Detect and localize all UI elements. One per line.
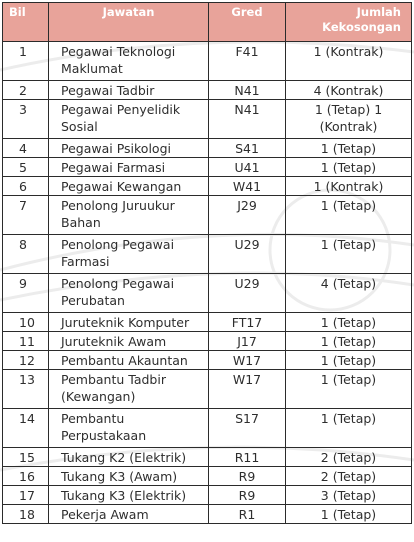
cell-gred: W41	[209, 177, 286, 196]
table-row	[3, 448, 412, 467]
cell-jawatan	[49, 486, 209, 505]
jawatan-line: Tukang K2 (Elektrik)	[61, 450, 187, 465]
cell-jumlah	[286, 486, 412, 505]
cell-jawatan	[49, 100, 209, 139]
cell-jawatan	[49, 448, 209, 467]
jumlah-line: 3 (Tetap)	[320, 488, 377, 503]
cell-gred: N41	[209, 100, 286, 139]
cell-jawatan	[49, 235, 209, 274]
cell-bil: 12	[3, 351, 49, 370]
cell-jumlah	[286, 100, 412, 139]
cell-bil: 2	[3, 81, 49, 100]
jumlah-line: 4 (Kontrak)	[313, 83, 384, 98]
cell-gred: R9	[209, 486, 286, 505]
jawatan-line: Juruteknik Komputer	[61, 315, 190, 330]
cell-gred: N41	[209, 81, 286, 100]
cell-bil: 1	[3, 42, 49, 81]
cell-bil: 3	[3, 100, 49, 139]
cell-bil: 17	[3, 486, 49, 505]
cell-jawatan	[49, 351, 209, 370]
jawatan-line: Penolong Pegawai	[61, 237, 175, 252]
jawatan-line: Pegawai Farmasi	[61, 160, 166, 175]
jawatan-line: Pembantu	[61, 411, 125, 426]
table-row	[3, 313, 412, 332]
jumlah-line: 1 (Tetap) 1	[314, 102, 383, 117]
cell-bil: 6	[3, 177, 49, 196]
cell-jumlah	[286, 177, 412, 196]
jawatan-line: Perubatan	[61, 293, 125, 308]
cell-jumlah	[286, 448, 412, 467]
jawatan-line: Pekerja Awam	[61, 507, 149, 522]
table-row	[3, 409, 412, 448]
cell-gred: J17	[209, 332, 286, 351]
jumlah-line: 1 (Tetap)	[320, 315, 377, 330]
cell-jawatan	[49, 42, 209, 81]
cell-jumlah	[286, 351, 412, 370]
header-jumlah-line1: Jumlah	[356, 5, 401, 19]
table-row	[3, 158, 412, 177]
jawatan-line: Pegawai Psikologi	[61, 141, 171, 156]
cell-jumlah	[286, 196, 412, 235]
cell-jumlah	[286, 235, 412, 274]
jawatan-line: Farmasi	[61, 254, 110, 269]
jawatan-line: Penolong Pegawai	[61, 276, 175, 291]
jumlah-line: 2 (Tetap)	[320, 450, 377, 465]
cell-bil: 11	[3, 332, 49, 351]
cell-gred: R11	[209, 448, 286, 467]
cell-bil: 8	[3, 235, 49, 274]
jawatan-line: Maklumat	[61, 61, 123, 76]
table-header-row	[3, 3, 412, 42]
jumlah-line: 1 (Tetap)	[320, 198, 377, 213]
cell-jumlah	[286, 467, 412, 486]
jawatan-line: Pegawai Tadbir	[61, 83, 155, 98]
cell-gred: W17	[209, 351, 286, 370]
cell-bil: 9	[3, 274, 49, 313]
cell-gred: U29	[209, 274, 286, 313]
jumlah-line: 1 (Tetap)	[320, 411, 377, 426]
jumlah-line: 4 (Tetap)	[320, 276, 377, 291]
cell-bil: 7	[3, 196, 49, 235]
jumlah-line: 2 (Tetap)	[320, 469, 377, 484]
jawatan-line: Pembantu Akauntan	[61, 353, 188, 368]
cell-bil: 10	[3, 313, 49, 332]
vacancy-table	[2, 2, 412, 524]
cell-jumlah	[286, 332, 412, 351]
cell-jumlah	[286, 370, 412, 409]
cell-gred: U41	[209, 158, 286, 177]
jawatan-line: Sosial	[61, 119, 98, 134]
table-row	[3, 235, 412, 274]
cell-bil: 16	[3, 467, 49, 486]
cell-jumlah	[286, 139, 412, 158]
cell-jawatan	[49, 370, 209, 409]
jumlah-line: 1 (Kontrak)	[313, 179, 384, 194]
cell-bil: 14	[3, 409, 49, 448]
jumlah-line: 1 (Tetap)	[320, 237, 377, 252]
cell-jawatan	[49, 274, 209, 313]
table-row	[3, 42, 412, 81]
cell-jawatan	[49, 177, 209, 196]
cell-bil: 18	[3, 505, 49, 524]
table-row	[3, 370, 412, 409]
cell-gred: R1	[209, 505, 286, 524]
jawatan-line: Perpustakaan	[61, 428, 147, 443]
jawatan-line: Tukang K3 (Awam)	[61, 469, 178, 484]
cell-jawatan	[49, 196, 209, 235]
cell-jumlah	[286, 42, 412, 81]
cell-jawatan	[49, 139, 209, 158]
cell-bil: 15	[3, 448, 49, 467]
cell-gred: J29	[209, 196, 286, 235]
table-row	[3, 196, 412, 235]
cell-jumlah	[286, 505, 412, 524]
table-row	[3, 139, 412, 158]
cell-gred: S17	[209, 409, 286, 448]
header-gred: Gred	[209, 3, 286, 42]
jawatan-line: Tukang K3 (Elektrik)	[61, 488, 187, 503]
table-row	[3, 100, 412, 139]
table-row	[3, 177, 412, 196]
header-jumlah-kekosongan	[286, 3, 412, 42]
cell-jawatan	[49, 467, 209, 486]
jawatan-line: Pegawai Kewangan	[61, 179, 182, 194]
jumlah-line: 1 (Tetap)	[320, 334, 377, 349]
cell-gred: W17	[209, 370, 286, 409]
table-body	[3, 42, 412, 524]
table-row	[3, 81, 412, 100]
cell-jumlah	[286, 274, 412, 313]
cell-jawatan	[49, 505, 209, 524]
table-row	[3, 486, 412, 505]
jawatan-line: Pembantu Tadbir	[61, 372, 166, 387]
cell-bil: 13	[3, 370, 49, 409]
cell-jawatan	[49, 158, 209, 177]
table-row	[3, 274, 412, 313]
jawatan-line: Penolong Juruukur	[61, 198, 175, 213]
cell-gred: F41	[209, 42, 286, 81]
jumlah-line: 1 (Tetap)	[320, 507, 377, 522]
cell-bil: 5	[3, 158, 49, 177]
cell-jumlah	[286, 158, 412, 177]
cell-gred: FT17	[209, 313, 286, 332]
jawatan-line: Juruteknik Awam	[61, 334, 167, 349]
cell-jawatan	[49, 332, 209, 351]
header-jawatan: Jawatan	[49, 3, 209, 42]
cell-jawatan	[49, 313, 209, 332]
cell-gred: U29	[209, 235, 286, 274]
table-row	[3, 332, 412, 351]
jumlah-line: 1 (Tetap)	[320, 141, 377, 156]
cell-bil: 4	[3, 139, 49, 158]
header-bil: Bil	[3, 3, 49, 42]
jumlah-line: (Kontrak)	[319, 119, 378, 134]
jumlah-line: 1 (Tetap)	[320, 353, 377, 368]
cell-jumlah	[286, 81, 412, 100]
cell-gred: R9	[209, 467, 286, 486]
cell-jawatan	[49, 81, 209, 100]
jawatan-line: Pegawai Teknologi	[61, 44, 176, 59]
jumlah-line: 1 (Tetap)	[320, 372, 377, 387]
cell-gred: S41	[209, 139, 286, 158]
header-jumlah-line2: Kekosongan	[322, 20, 401, 34]
table-row	[3, 505, 412, 524]
cell-jawatan	[49, 409, 209, 448]
jumlah-line: 1 (Tetap)	[320, 160, 377, 175]
table-row	[3, 467, 412, 486]
cell-jumlah	[286, 409, 412, 448]
cell-jumlah	[286, 313, 412, 332]
jawatan-line: Pegawai Penyelidik	[61, 102, 181, 117]
jawatan-line: (Kewangan)	[61, 389, 136, 404]
jawatan-line: Bahan	[61, 215, 101, 230]
table-row	[3, 351, 412, 370]
jumlah-line: 1 (Kontrak)	[313, 44, 384, 59]
